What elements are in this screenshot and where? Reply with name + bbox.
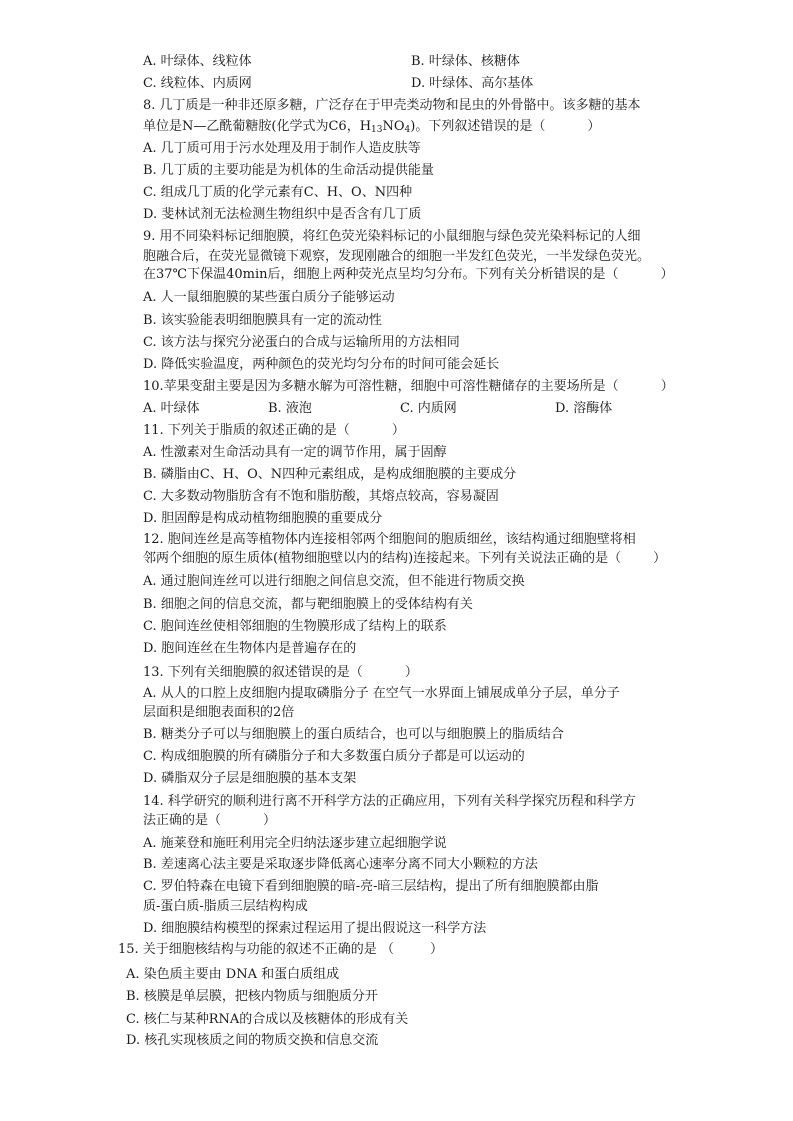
q15-option-a: A. 染色质主要由 DNA 和蛋白质组成 [126,967,340,982]
q11-stem: 11. 下列关于脂质的叙述正确的是（ ） [143,423,405,438]
q14-option-c-line2: 质-蛋白质-脂质三层结构构成 [143,899,308,914]
q12-stem-line1: 12. 胞间连丝是高等植物体内连接相邻两个细胞间的胞质细丝，该结构通过细胞壁将相 [143,532,636,547]
q7-option-a: A. 叶绿体、线粒体 [143,54,252,69]
q13-stem: 13. 下列有关细胞膜的叙述错误的是（ ） [143,665,418,680]
q10-option-d: D. 溶酶体 [555,401,613,416]
q9-option-c: C. 该方法与探究分泌蛋白的合成与运输所用的方法相同 [143,335,460,350]
q12-option-a: A. 通过胞间连丝可以进行细胞之间信息交流，但不能进行物质交换 [143,574,525,589]
q13-option-a-line1: A. 从人的口腔上皮细胞内提取磷脂分子 在空气一水界面上铺展成单分子层，单分子 [143,686,620,701]
q9-option-d: D. 降低实验温度，两种颜色的荧光均匀分布的时间可能会延长 [143,357,500,372]
q14-option-b: B. 差速离心法主要是采取逐步降低离心速率分离不同大小颗粒的方法 [143,857,538,872]
q14-option-a: A. 施莱登和施旺利用完全归纳法逐步建立起细胞学说 [143,836,447,851]
q9-stem-line1: 9. 用不同染料标记细胞膜，将红色荧光染料标记的小鼠细胞与绿色荧光染料标记的人细 [143,229,641,244]
q15-stem: 15. 关于细胞核结构与功能的叙述不正确的是 （ ） [118,942,443,957]
q8-sub-6: 6 [338,119,347,134]
q13-option-b: B. 糖类分子可以与细胞膜上的蛋白质结合，也可以与细胞膜上的脂质结合 [143,727,564,742]
q9-option-b: B. 该实验能表明细胞膜具有一定的流动性 [143,313,382,328]
q13-option-d: D. 磷脂双分子层是细胞膜的基本支架 [143,771,357,786]
q10-option-b: B. 液泡 [268,401,312,416]
q8-option-b: B. 几丁质的主要功能是为机体的生命活动提供能量 [143,163,434,178]
q8-option-a: A. 几丁质可用于污水处理及用于制作人造皮肤等 [143,141,421,156]
q11-option-a: A. 性激素对生命活动具有一定的调节作用，属于固醇 [143,445,447,460]
q8-option-c: C. 组成几丁质的化学元素有C、H、O、N四种 [143,185,413,200]
q9-stem-line3: 在37℃下保温40min后，细胞上两种荧光点呈均匀分布。下列有关分析错误的是（ ） [143,267,674,282]
q8-stem-line1: 8. 几丁质是一种非还原多糖，广泛存在于甲壳类动物和昆虫的外骨骼中。该多糖的基本 [143,98,641,113]
q15-option-d: D. 核孔实现核质之间的物质交换和信息交流 [126,1033,379,1048]
q7-option-d: D. 叶绿体、高尔基体 [411,76,534,91]
q14-option-c-line1: C. 罗伯特森在电镜下看到细胞膜的暗-亮-暗三层结构，提出了所有细胞膜都由脂 [143,879,599,894]
q14-stem-line2: 法正确的是（ ） [143,813,277,828]
q11-option-d: D. 胆固醇是构成动植物细胞膜的重要成分 [143,511,383,526]
q10-option-a: A. 叶绿体 [143,401,200,416]
q7-option-c: C. 线粒体、内质网 [143,76,252,91]
q14-option-d: D. 细胞膜结构模型的探索过程运用了提出假说这一科学方法 [143,921,487,936]
q14-stem-line1: 14. 科学研究的顺利进行离不开科学方法的正确应用，下列有关科学探究历程和科学方 [143,794,636,809]
q15-option-b: B. 核膜是单层膜，把核内物质与细胞质分开 [126,989,378,1004]
q7-option-b: B. 叶绿体、核糖体 [411,54,520,69]
q15-option-c: C. 核仁与某种RNA的合成以及核糖体的形成有关 [126,1012,409,1027]
q13-option-c: C. 构成细胞膜的所有磷脂分子和大多数蛋白质分子都是可以运动的 [143,749,525,764]
q10-option-c: C. 内质网 [400,401,457,416]
q12-option-b: B. 细胞之间的信息交流，都与靶细胞膜上的受体结构有关 [143,597,473,612]
q10-stem: 10.苹果变甜主要是因为多糖水解为可溶性糖，细胞中可溶性糖储存的主要场所是（ ） [143,379,674,394]
q8-option-d: D. 斐林试剂无法检测生物组织中是否含有几丁质 [143,207,422,222]
q11-option-b: B. 磷脂由C、H、O、N四种元素组成，是构成细胞膜的主要成分 [143,467,517,482]
q9-option-a: A. 人一鼠细胞膜的某些蛋白质分子能够运动 [143,290,395,305]
q11-option-c: C. 大多数动物脂肪含有不饱和脂肪酸，其熔点较高，容易凝固 [143,489,499,504]
q8-stem-line2: 单位是N—乙酰葡糖胺(化学式为C6，$H_{13}NO_4$)。下列叙述错误的是（ ） [143,119,601,135]
q12-option-c: C. 胞间连丝使相邻细胞的生物膜形成了结构上的联系 [143,619,447,634]
q13-option-a-line2: 层面积是细胞表面积的2倍 [143,705,295,720]
q12-stem-line2: 邻两个细胞的原生质体(植物细胞壁以内的结构)连接起来。下列有关说法正确的是（ ） [143,551,667,566]
q9-stem-line2: 胞融合后，在荧光显微镜下观察，发现刚融合的细胞一半发红色荧光，一半发绿色荧光。 [143,249,651,264]
q12-option-d: D. 胞间连丝在生物体内是普遍存在的 [143,641,357,656]
